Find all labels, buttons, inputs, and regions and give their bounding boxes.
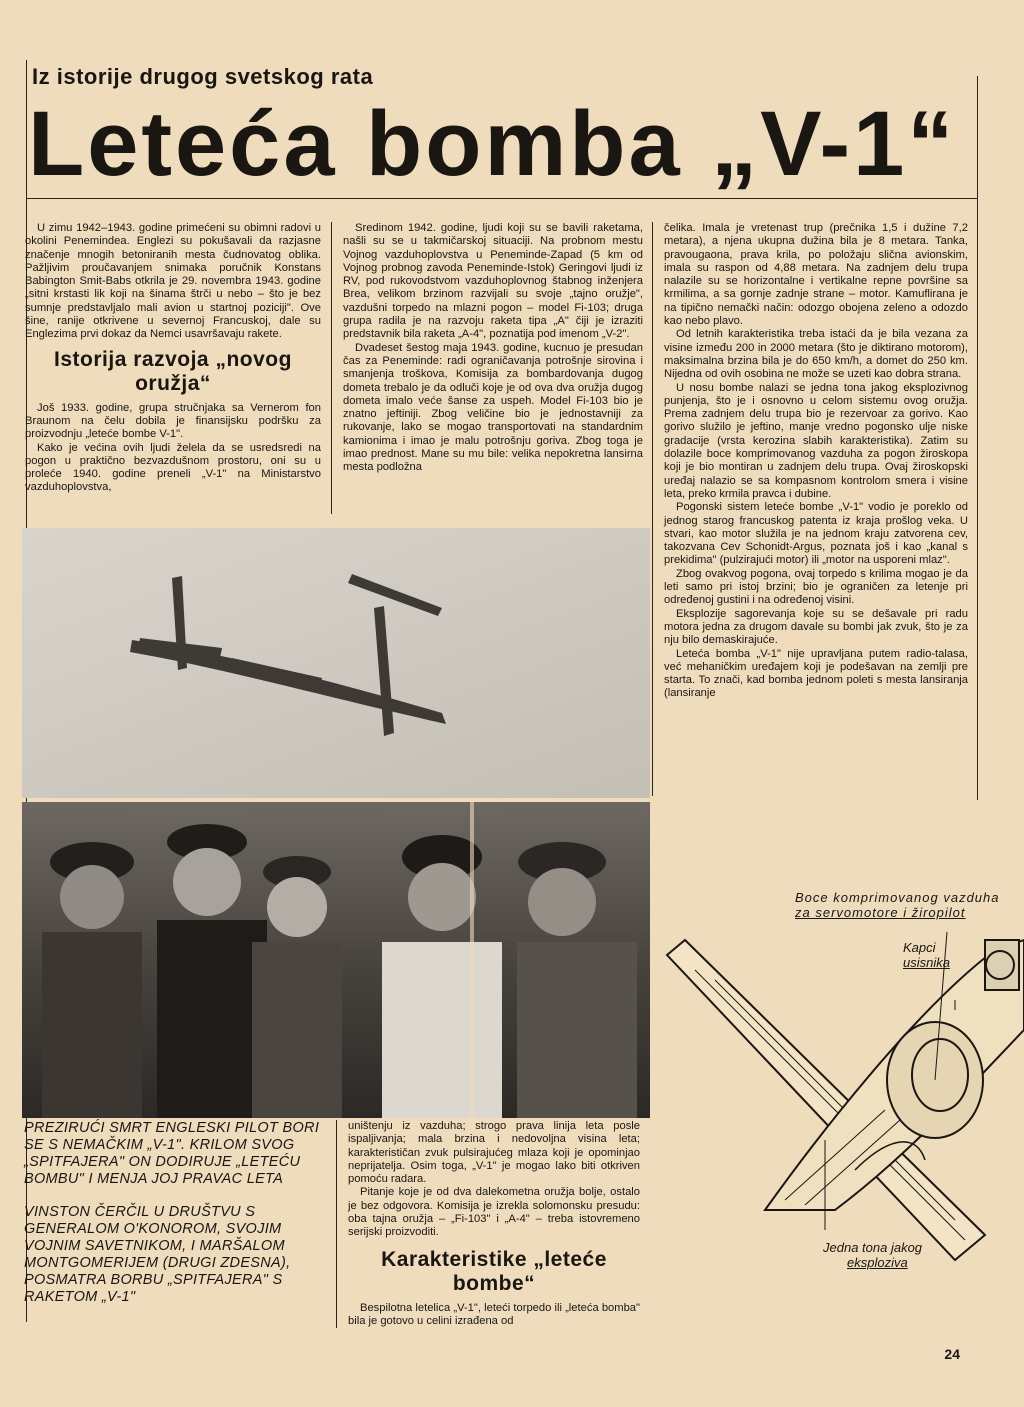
label-line: Jedna tona jakog	[823, 1240, 923, 1255]
paragraph: Dvadeset šestog maja 1943. godine, kucnuo je presudan čas za Peneminde: radi ograničavanja potrošnje sirovina i smanjenja troškova, Komisija za bombardovanja dugog dometa trebalo je da odluči koje je od ova dva oružja dugog dometa imalo veće šanse za uspeh. Model Fi-103 bio je znatno jeftiniji. Zbog veličine bio je jednostavniji za rukovanje, lako se mogao transportovati na standardnim kamionima i imao je malu potrošnju goriva. Zbog toga je imao prednost. Mane su mu bile: velika nepokretna lansirna mesta podložna	[343, 341, 643, 474]
paragraph: Bespilotna letelica „V-1", leteći torpedo ili „leteća bomba" bila je gotovo u celini izrađena od	[348, 1301, 640, 1327]
label-line: za servomotore i žiropilot	[795, 905, 966, 920]
column-4	[348, 1120, 640, 1328]
column-1	[25, 222, 321, 495]
photo-churchill-group	[22, 802, 650, 1118]
section-subhead-characteristics: Karakteristike „leteće bombe“	[381, 1247, 607, 1295]
paragraph: Pogonski sistem leteće bombe „V-1" vodio je poreklo od jednog starog francuskog patenta iz kraja prošlog veka. U stvari, kao motor služila je na jednom kraju zatvorena cev, takozvana Cev Schonidt-Argus, poznata još i kao „kanal s prekidima" (pulzirajući motor) ili „motor na usporeni mlaz".	[664, 501, 968, 567]
label-line: eksploziva	[847, 1255, 908, 1270]
paragraph: Od letnih karakteristika treba istaći da je bila vezana za visine između 200 in 2000 metara (što je diktirano motorom), maksimalna brzina bila je do 650 km/h, a domet do 250 km. Nijedna od ovih osobina ne može se uzeti kao dobra strana.	[664, 328, 968, 381]
column-2	[343, 222, 643, 475]
column-divider	[331, 222, 332, 514]
paragraph: Pitanje koje je od dva dalekometna oružja bolje, ostalo je bez odgovora. Komisija je izrekla solomonsku presudu: oba tajna oružja – „Fi-103" i „A-4" – treba istovremeno serijski proizvoditi.	[348, 1186, 640, 1239]
paragraph: čelika. Imala je vretenast trup (prečnika 1,5 i dužine 7,2 metara), a njena ukupna dužina bila je 8 metara. Tanka, pravougaona, prava krila, po položaju slična avionskim, imala su raspon od 4,88 metara. Na zadnjem delu trupa nalazile su se horizontalne i vertikalne repne površine sa krmilima, a sa gornje zadnje strane – motor. Kamuflirana je na tipično nemački način: odozgo obojena zeleno a odozdo kao nebo plavo.	[664, 222, 968, 328]
paragraph: Kako je većina ovih ljudi želela da se usredsredi na pogon u praktično bezvazdušnom prostoru, oni su u proleće 1940. godine preneli „V-1" na Ministarstvo vazduhoplovstva,	[25, 441, 321, 494]
label-intake-flaps	[903, 940, 983, 970]
label-line: Kapci	[903, 940, 936, 955]
photo-captions	[24, 1120, 324, 1322]
paragraph: uništenju iz vazduha; strogo prava linija leta posle ispaljivanja; mala brzina i nedovoljna visina leta; karakterističan zvuk pulsirajućeg mlaza koji je opominjao neprijatelja. Osim toga, „V-1" je mogao lako biti otkriven pomoću radara.	[348, 1120, 640, 1186]
aircraft-silhouettes	[22, 528, 650, 798]
paragraph: Još 1933. godine, grupa stručnjaka sa Vernerom fon Braunom na čelu dobila je finansijsku podršku za proizvodnju „leteće bombe V-1".	[25, 401, 321, 441]
column-divider	[652, 222, 653, 796]
caption-churchill: VINSTON ČERČIL U DRUŠTVU S GENERALOM O'KONOROM, SVOJIM VOJNIM SAVETNIKOM, I MARŠALOM MONTGOMERIJEM (DRUGI ZDESNA), POSMATRA BORBU „SPITFAJERA" S RAKETOM „V-1"	[24, 1204, 291, 1305]
v1-cutaway-diagram	[655, 880, 1024, 1300]
column-divider	[336, 1120, 337, 1328]
title-underline	[26, 198, 978, 199]
label-line: usisnika	[903, 955, 950, 970]
paragraph: Eksplozije sagorevanja koje su se dešavale pri radu motora jedna za drugom davale su bombi jak zvuk, što je za nju bilo demaskirajuće.	[664, 607, 968, 647]
section-kicker: Iz istorije drugog svetskog rata	[32, 64, 374, 89]
label-line: Boce komprimovanog vazduha	[795, 890, 1000, 905]
photo-spitfire-v1	[22, 528, 650, 798]
paragraph: Sredinom 1942. godine, ljudi koji su se bavili raketama, našli su se u takmičarskoj situaciji. Na probnom mestu Vojnog vazduhoplovstva u Peneminde-Zapad (5 km od Vojnog probnog zavoda Peneminde-Istok) Geringovi ljudi iz RV, pod rukovodstvom vazduhoplovnog štabnog inženjera Brea, velikom brzinom razvijali su svoje „tajno oružje", vazdušni torpedo na mlazni pogon – model Fi-103; druga grupa radila je na razvoju raketa tipa „A" čiji je izraziti predstavnik bila raketa „A-4", poznatija pod imenom „V-2".	[343, 222, 643, 341]
page-number: 24	[944, 1346, 960, 1362]
paragraph: U zimu 1942–1943. godine primećeni su obimni radovi u okolini Penemindea. Englezi su pokušavali da razjasne značenje mnogih betoniranih mesta čudnovatog oblika. Pažljivim proučavanjem snimaka poručnik Konstans Babington Smit-Babs otkrila je 29. novembra 1943. godine „sitni krstasti lik koji na šinama štrči u nebo – što je bez sumnje predstavljalo mali avion u startnoj poziciji". Ove šine, ranije otkrivene u severnoj Francuskoj, dale su Englezima prvi dokaz da Nemci usavršavaju rakete.	[25, 222, 321, 341]
paragraph: U nosu bombe nalazi se jedna tona jakog eksplozivnog punjenja, što je i osnovno u celom sistemu ovog oružja. Prema zadnjem delu trupa bio je rezervoar za gorivo. Kao gorivo služilo je jeftino, manje vredno pogonsko ulje niske gradacije (vrsta kerozina slabih karakteristika). Zatim su dolazile boce komprimovanog vazduha za pogon žiroskopa koji je bio montiran u zadnjem delu trupa. Ovaj žiroskopski uređaj nalazio se sa kompasnom kontrolom smera i visine leta, preko krmila pravca i dubine.	[664, 381, 968, 500]
paragraph: Zbog ovakvog pogona, ovaj torpedo s krilima mogao je da leti samo pri istoj brzini; bio je ograničen za letenje pri određenoj gustini i na određenoj visini.	[664, 567, 968, 607]
section-subhead-history: Istorija razvoja „novog oružja“	[54, 347, 292, 395]
column-3	[664, 222, 968, 701]
group-figures	[22, 802, 650, 1118]
caption-spitfire: PREZIRUĆI SMRT ENGLESKI PILOT BORI SE S NEMAČKIM „V-1". KRILOM SVOG „SPITFAJERA" ON DODIRUJE „LETEĆU BOMBU" I MENJA JOJ PRAVAC LETA	[24, 1120, 320, 1187]
paragraph: Leteća bomba „V-1" nije upravljana putem radio-talasa, već mehaničkim uređajem koji je podešavan na zemlji pre starta. To znači, kad bomba jednom poleti s mesta lansiranja (lansiranje	[664, 647, 968, 700]
article-title: Leteća bomba „V-1“	[28, 93, 957, 195]
label-explosive	[823, 1240, 973, 1270]
right-frame-rule	[977, 76, 978, 800]
label-compressed-air	[795, 890, 1024, 920]
